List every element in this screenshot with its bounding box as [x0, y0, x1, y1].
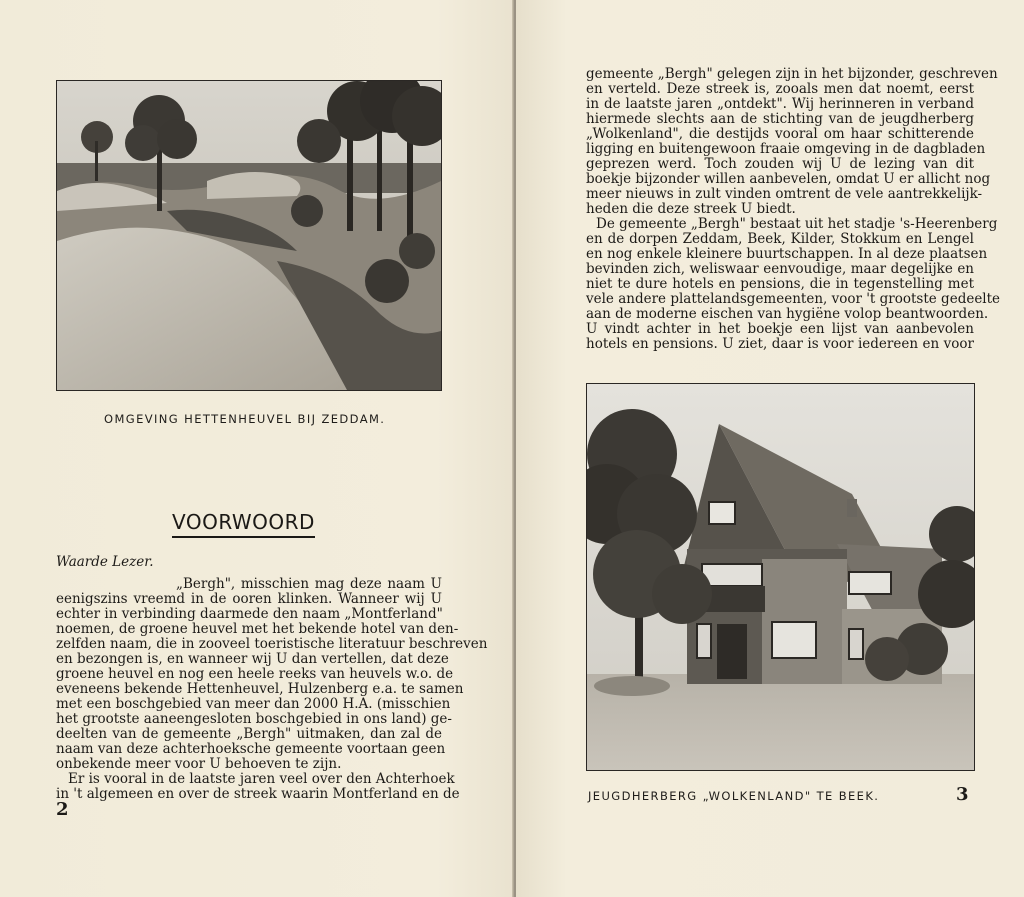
- hettenheuvel-photo: [56, 80, 442, 391]
- text-line: niet te dure hotels en pensions, die in tegenstelling met: [586, 276, 974, 292]
- text-line: hotels en pensions. U ziet, daar is voor iedereen en voor: [586, 336, 974, 352]
- text-line: in de laatste jaren „ontdekt". Wij herinneren in verband: [586, 96, 974, 112]
- text-line: en nog enkele kleinere buurtschappen. In al deze plaatsen: [586, 246, 988, 262]
- text-line: De gemeente „Bergh" bestaat uit het stadje 's-Heerenberg: [596, 216, 998, 232]
- right-page: [516, 0, 1024, 897]
- text-line: eveneens bekende Hettenheuvel, Hulzenberg e.a. te samen: [56, 681, 464, 697]
- text-line: ligging en buitengewoon fraaie omgeving in de dagbladen: [586, 141, 986, 157]
- text-line: vele andere plattelandsgemeenten, voor 't grootste gedeelte: [586, 291, 1001, 307]
- text-line: en bezongen is, en wanneer wij U dan vertellen, dat deze: [56, 651, 449, 667]
- text-line: boekje bijzonder willen aanbevelen, omdat U er allicht nog: [586, 171, 991, 187]
- text-line: onbekende meer voor U behoeven te zijn.: [56, 756, 342, 772]
- text-line: en verteld. Deze streek is, zooals men dat noemt, eerst: [586, 81, 974, 97]
- text-line: Er is vooral in de laatste jaren veel over den Achterhoek: [68, 771, 455, 787]
- text-line: en de dorpen Zeddam, Beek, Kilder, Stokkum en Lengel: [586, 231, 974, 247]
- text-line: U vindt achter in het boekje een lijst van aanbevolen: [586, 321, 974, 337]
- text-line: „Wolkenland", die destijds vooral om haar schitterende: [586, 126, 974, 142]
- text-line: zelfden naam, die in zooveel toeristische literatuur beschreven: [56, 636, 488, 652]
- text-line: naam van deze achterhoeksche gemeente voortaan geen: [56, 741, 446, 757]
- text-line: aan de moderne eischen van hygiëne volop beantwoorden.: [586, 306, 989, 322]
- text-line: geprezen werd. Toch zouden wij U de lezing van dit: [586, 156, 974, 172]
- text-line: echter in verbinding daarmede den naam „Montferland": [56, 606, 443, 622]
- text-line: eenigszins vreemd in de ooren klinken. Wanneer wij U: [56, 591, 442, 607]
- right-photo-caption: JEUGDHERBERG „WOLKENLAND" TE BEEK.: [588, 789, 880, 803]
- wolkenland-photo: [586, 383, 975, 771]
- text-line: in 't algemeen en over de streek waarin Montferland en de: [56, 786, 460, 802]
- text-line: met een boschgebied van meer dan 2000 H.A. (misschien: [56, 696, 451, 712]
- text-line: heden die deze streek U biedt.: [586, 201, 796, 217]
- text-line: het grootste aaneengesloten boschgebied in ons land) ge-: [56, 711, 452, 727]
- text-line: gemeente „Bergh" gelegen zijn in het bijzonder, geschreven: [586, 66, 998, 82]
- page-heading: VOORWOORD: [172, 511, 315, 538]
- left-photo-caption: OMGEVING HETTENHEUVEL BIJ ZEDDAM.: [104, 412, 386, 426]
- page-number-left: 2: [56, 799, 69, 820]
- text-line: bevinden zich, weliswaar eenvoudige, maar degelijke en: [586, 261, 974, 277]
- text-line: deelten van de gemeente „Bergh" uitmaken, dan zal de: [56, 726, 442, 742]
- page-number-right: 3: [956, 784, 969, 805]
- text-line: „Bergh", misschien mag deze naam U: [176, 576, 442, 592]
- text-line: meer nieuws in zult vinden omtrent de vele aantrekkelijk-: [586, 186, 983, 202]
- salutation: Waarde Lezer.: [56, 554, 154, 570]
- text-line: noemen, de groene heuvel met het bekende hotel van den-: [56, 621, 459, 637]
- text-line: hiermede slechts aan de stichting van de jeugdherberg: [586, 111, 974, 127]
- text-line: groene heuvel en nog een heele reeks van heuvels w.o. de: [56, 666, 454, 682]
